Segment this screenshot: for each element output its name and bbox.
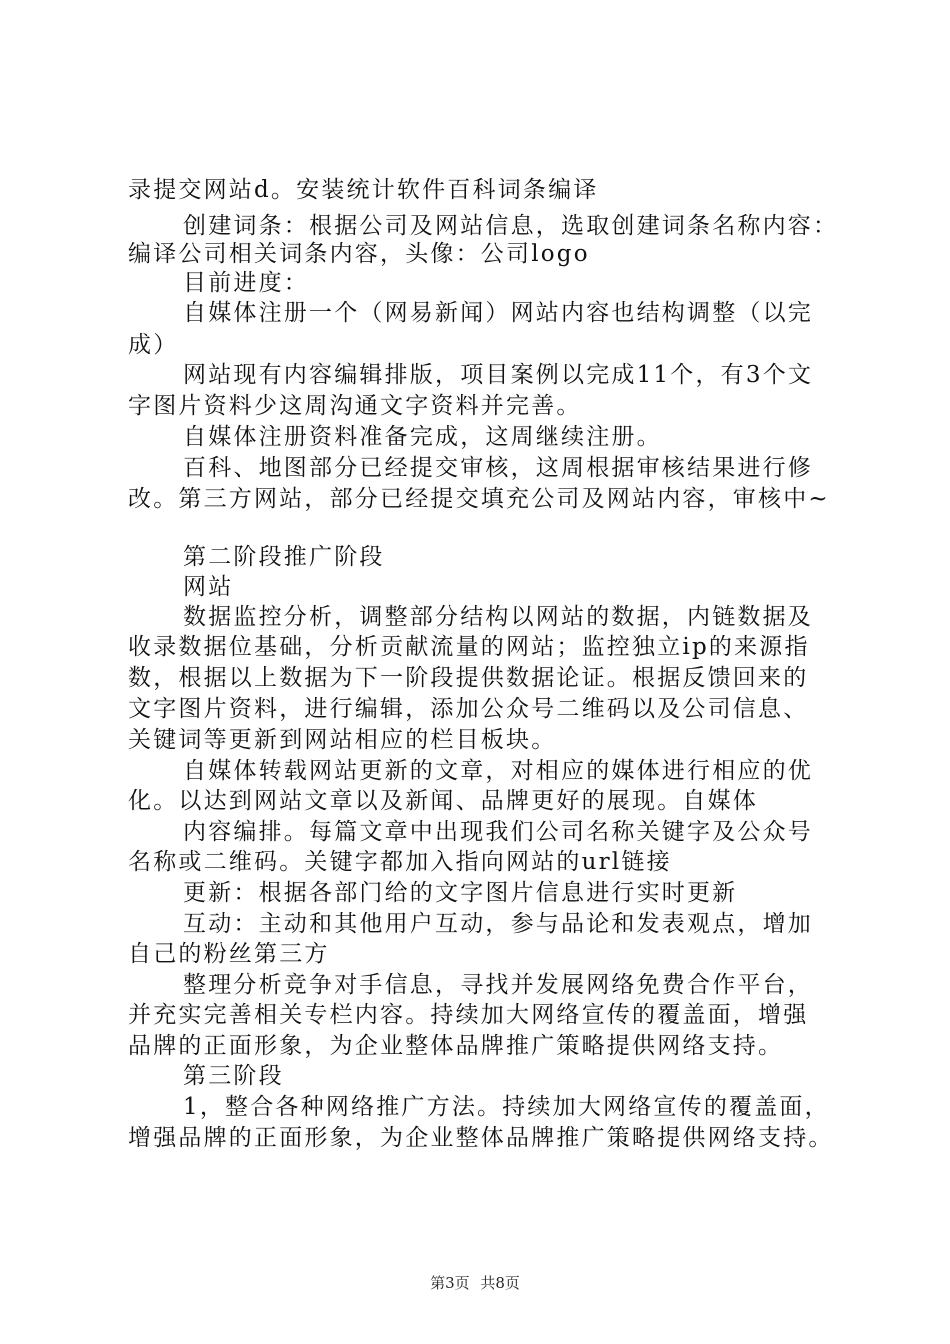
text-line: 增强品牌的正面形象，为企业整体品牌推广策略提供网络支持。	[128, 1125, 834, 1151]
text-line: 自媒体注册资料准备完成，这周继续注册。	[183, 424, 662, 450]
text-line: 1，整合各种网络推广方法。持续加大网络宣传的覆盖面，	[183, 1094, 830, 1120]
text-line: 字图片资料少这周沟通文字资料并完善。	[128, 393, 582, 419]
text-line: 自媒体注册一个（网易新闻）网站内容也结构调整（以完	[183, 300, 813, 326]
text-line: 网站现有内容编辑排版，项目案例以完成11个，有3个文	[183, 362, 814, 388]
text-line: 目前进度：	[183, 270, 309, 296]
section-heading: 第三阶段	[183, 1063, 284, 1089]
text-line: 网站	[183, 574, 234, 600]
page-footer	[0, 1272, 950, 1293]
text-line: 更新：根据各部门给的文字图片信息进行实时更新	[183, 880, 738, 906]
text-line: 收录数据位基础，分析贡献流量的网站；监控独立ip的来源指	[128, 634, 810, 660]
text-line: 并充实完善相关专栏内容。持续加大网络宣传的覆盖面，增强	[128, 1002, 809, 1028]
text-line: 化。以达到网站文章以及新闻、品牌更好的展现。自媒体	[128, 788, 758, 814]
text-line: 录提交网站d。安装统计软件百科词条编译	[128, 177, 599, 203]
text-line: 内容编排。每篇文章中出现我们公司名称关键字及公众号	[183, 819, 813, 845]
page-number: 第3页	[430, 1274, 470, 1292]
text-line: 关键词等更新到网站相应的栏目板块。	[128, 727, 557, 753]
page-total: 共8页	[480, 1274, 520, 1292]
text-line: 互动：主动和其他用户互动，参与品论和发表观点，增加	[183, 911, 813, 937]
text-line: 名称或二维码。关键字都加入指向网站的url链接	[128, 849, 672, 875]
text-line: 文字图片资料，进行编辑，添加公众号二维码以及公司信息、	[128, 696, 809, 722]
section-heading: 第二阶段推广阶段	[183, 544, 385, 570]
text-line: 数，根据以上数据为下一阶段提供数据论证。根据反馈回来的	[128, 665, 809, 691]
text-line: 编译公司相关词条内容，头像：公司logo	[128, 241, 590, 267]
text-line: 数据监控分析，调整部分结构以网站的数据，内链数据及	[183, 604, 813, 630]
text-line: 自媒体转载网站更新的文章，对相应的媒体进行相应的优	[183, 758, 813, 784]
text-line: 改。第三方网站，部分已经提交填充公司及网站内容，审核中~	[128, 486, 830, 512]
text-line: 百科、地图部分已经提交审核，这周根据审核结果进行修	[183, 455, 813, 481]
text-line: 自己的粉丝第三方	[128, 941, 330, 967]
text-line: 整理分析竞争对手信息，寻找并发展网络免费合作平台，	[183, 972, 813, 998]
text-line: 创建词条：根据公司及网站信息，选取创建词条名称内容：	[183, 213, 839, 239]
text-line: 品牌的正面形象，为企业整体品牌推广策略提供网络支持。	[128, 1033, 784, 1059]
text-line: 成）	[128, 332, 179, 358]
